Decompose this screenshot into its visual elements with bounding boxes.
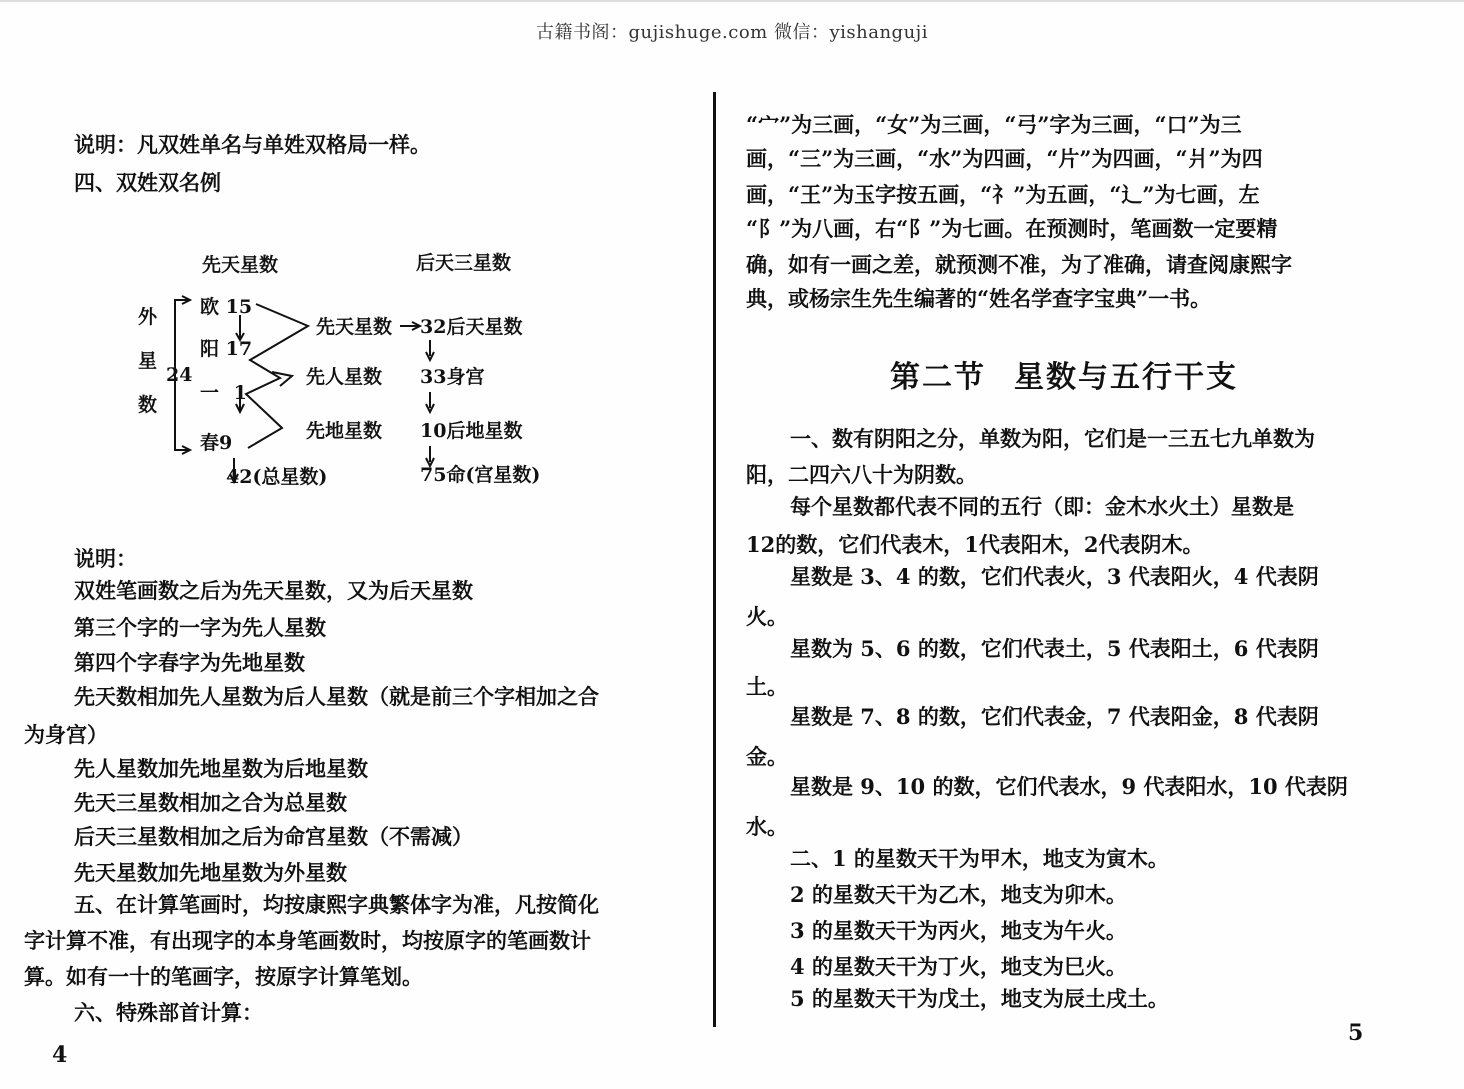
char-yang: 阳 17 (200, 338, 253, 360)
note-line: 说明：凡双姓单名与单姓双格局一样。 (74, 132, 431, 157)
right-earth: 10后地星数 (420, 420, 523, 442)
mid-earth: 先地星数 (306, 420, 383, 442)
total-star: 42(总星数) (226, 466, 328, 488)
heading-double-surname: 四、双姓双名例 (74, 170, 221, 195)
mid-innate: 先天星数 (316, 316, 393, 338)
text-line: 五、在计算笔画时，均按康熙字典繁体字为准，凡按简化 (74, 892, 599, 917)
text-line: 先天三星数相加之合为总星数 (74, 790, 347, 815)
text-line: 2 的星数天干为乙木，地支为卯木。 (790, 882, 1127, 907)
page-number-right: 5 (1348, 1020, 1364, 1046)
text-line: 先天数相加先人星数为后人星数（就是前三个字相加之合 (74, 684, 599, 709)
text-line: 为身宫） (24, 722, 108, 747)
text-line: 画，“三”为三画，“水”为四画，“片”为四画，“爿”为四 (746, 146, 1263, 171)
text-line: 4 的星数天干为丁火，地支为巳火。 (790, 954, 1127, 979)
fate-star: 75命(宫星数) (420, 464, 541, 486)
text-line: 六、特殊部首计算： (74, 1000, 263, 1025)
text-line: “宀”为三画，“女”为三画，“弓”字为三画，“口”为三 (746, 112, 1242, 137)
text-line: 一、数有阴阳之分，单数为阳，它们是一三五七九单数为 (790, 426, 1315, 451)
char-chun: 春9 (200, 432, 233, 454)
text-line: 5 的星数天干为戊土，地支为辰土戌土。 (790, 986, 1169, 1011)
text-line: 第三个字的一字为先人星数 (74, 615, 326, 640)
text-line: 12的数，它们代表木，1代表阳木，2代表阴木。 (746, 532, 1204, 557)
text-line: 双姓笔画数之后为先天星数，又为后天星数 (74, 578, 473, 603)
zigzag-line (246, 304, 308, 448)
right-body-palace: 33身宫 (420, 366, 485, 388)
mid-person: 先人星数 (306, 366, 383, 388)
text-line: 先人星数加先地星数为后地星数 (74, 756, 368, 781)
outer-star-value: 24 (166, 364, 193, 386)
text-line: 第四个字春字为先地星数 (74, 650, 305, 675)
text-line: 先天星数加先地星数为外星数 (74, 860, 347, 885)
text-line: 水。 (746, 814, 788, 839)
text-line: 算。如有一十的笔画字，按原字计算笔划。 (24, 964, 423, 989)
text-line: 土。 (746, 674, 788, 699)
text-line: 金。 (746, 744, 788, 769)
text-line: 二、1 的星数天干为甲木，地支为寅木。 (790, 846, 1169, 871)
text-line: 每个星数都代表不同的五行（即：金木水火土）星数是 (790, 494, 1294, 519)
text-line: 星数是 7、8 的数，它们代表金，7 代表阳金，8 代表阴 (790, 704, 1319, 729)
text-line: 3 的星数天干为丙火，地支为午火。 (790, 918, 1127, 943)
char-ou: 欧 15 (200, 296, 253, 318)
text-line: 典，或杨宗生先生编著的“姓名学查字宝典”一书。 (746, 286, 1212, 311)
section-title: 第二节 星数与五行干支 (890, 360, 1238, 395)
char-yi: 一 1 (200, 382, 247, 404)
text-line: “阝”为八画，右“阝”为七画。在预测时，笔画数一定要精 (746, 216, 1278, 241)
text-line: 星数是 3、4 的数，它们代表火，3 代表阳火，4 代表阴 (790, 564, 1319, 589)
page-divider (713, 92, 716, 1027)
watermark: 古籍书阁：gujishuge.com 微信：yishanguji (535, 22, 928, 43)
text-line: 星数为 5、6 的数，它们代表土，5 代表阳土，6 代表阴 (790, 636, 1319, 661)
text-line: 火。 (746, 604, 788, 629)
text-line: 阳，二四六八十为阴数。 (746, 462, 977, 487)
page-number-left: 4 (52, 1042, 68, 1068)
text-line: 说明： (74, 546, 137, 571)
text-line: 字计算不准，有出现字的本身笔画数时，均按原字的笔画数计 (24, 928, 591, 953)
col-head-acquired: 后天三星数 (416, 252, 512, 274)
text-line: 后天三星数相加之后为命宫星数（不需减） (74, 824, 473, 849)
text-line: 确，如有一画之差，就预测不准，为了准确，请查阅康熙字 (746, 252, 1292, 277)
text-line: 画，“王”为玉字按五画，“礻”为五画，“辶”为七画，左 (746, 182, 1260, 207)
text-line: 星数是 9、10 的数，它们代表水，9 代表阳水，10 代表阴 (790, 774, 1348, 799)
col-head-innate: 先天星数 (202, 254, 279, 276)
outer-star-label: 外 星 数 (138, 306, 158, 416)
right-acquired: 32后天星数 (420, 316, 523, 338)
